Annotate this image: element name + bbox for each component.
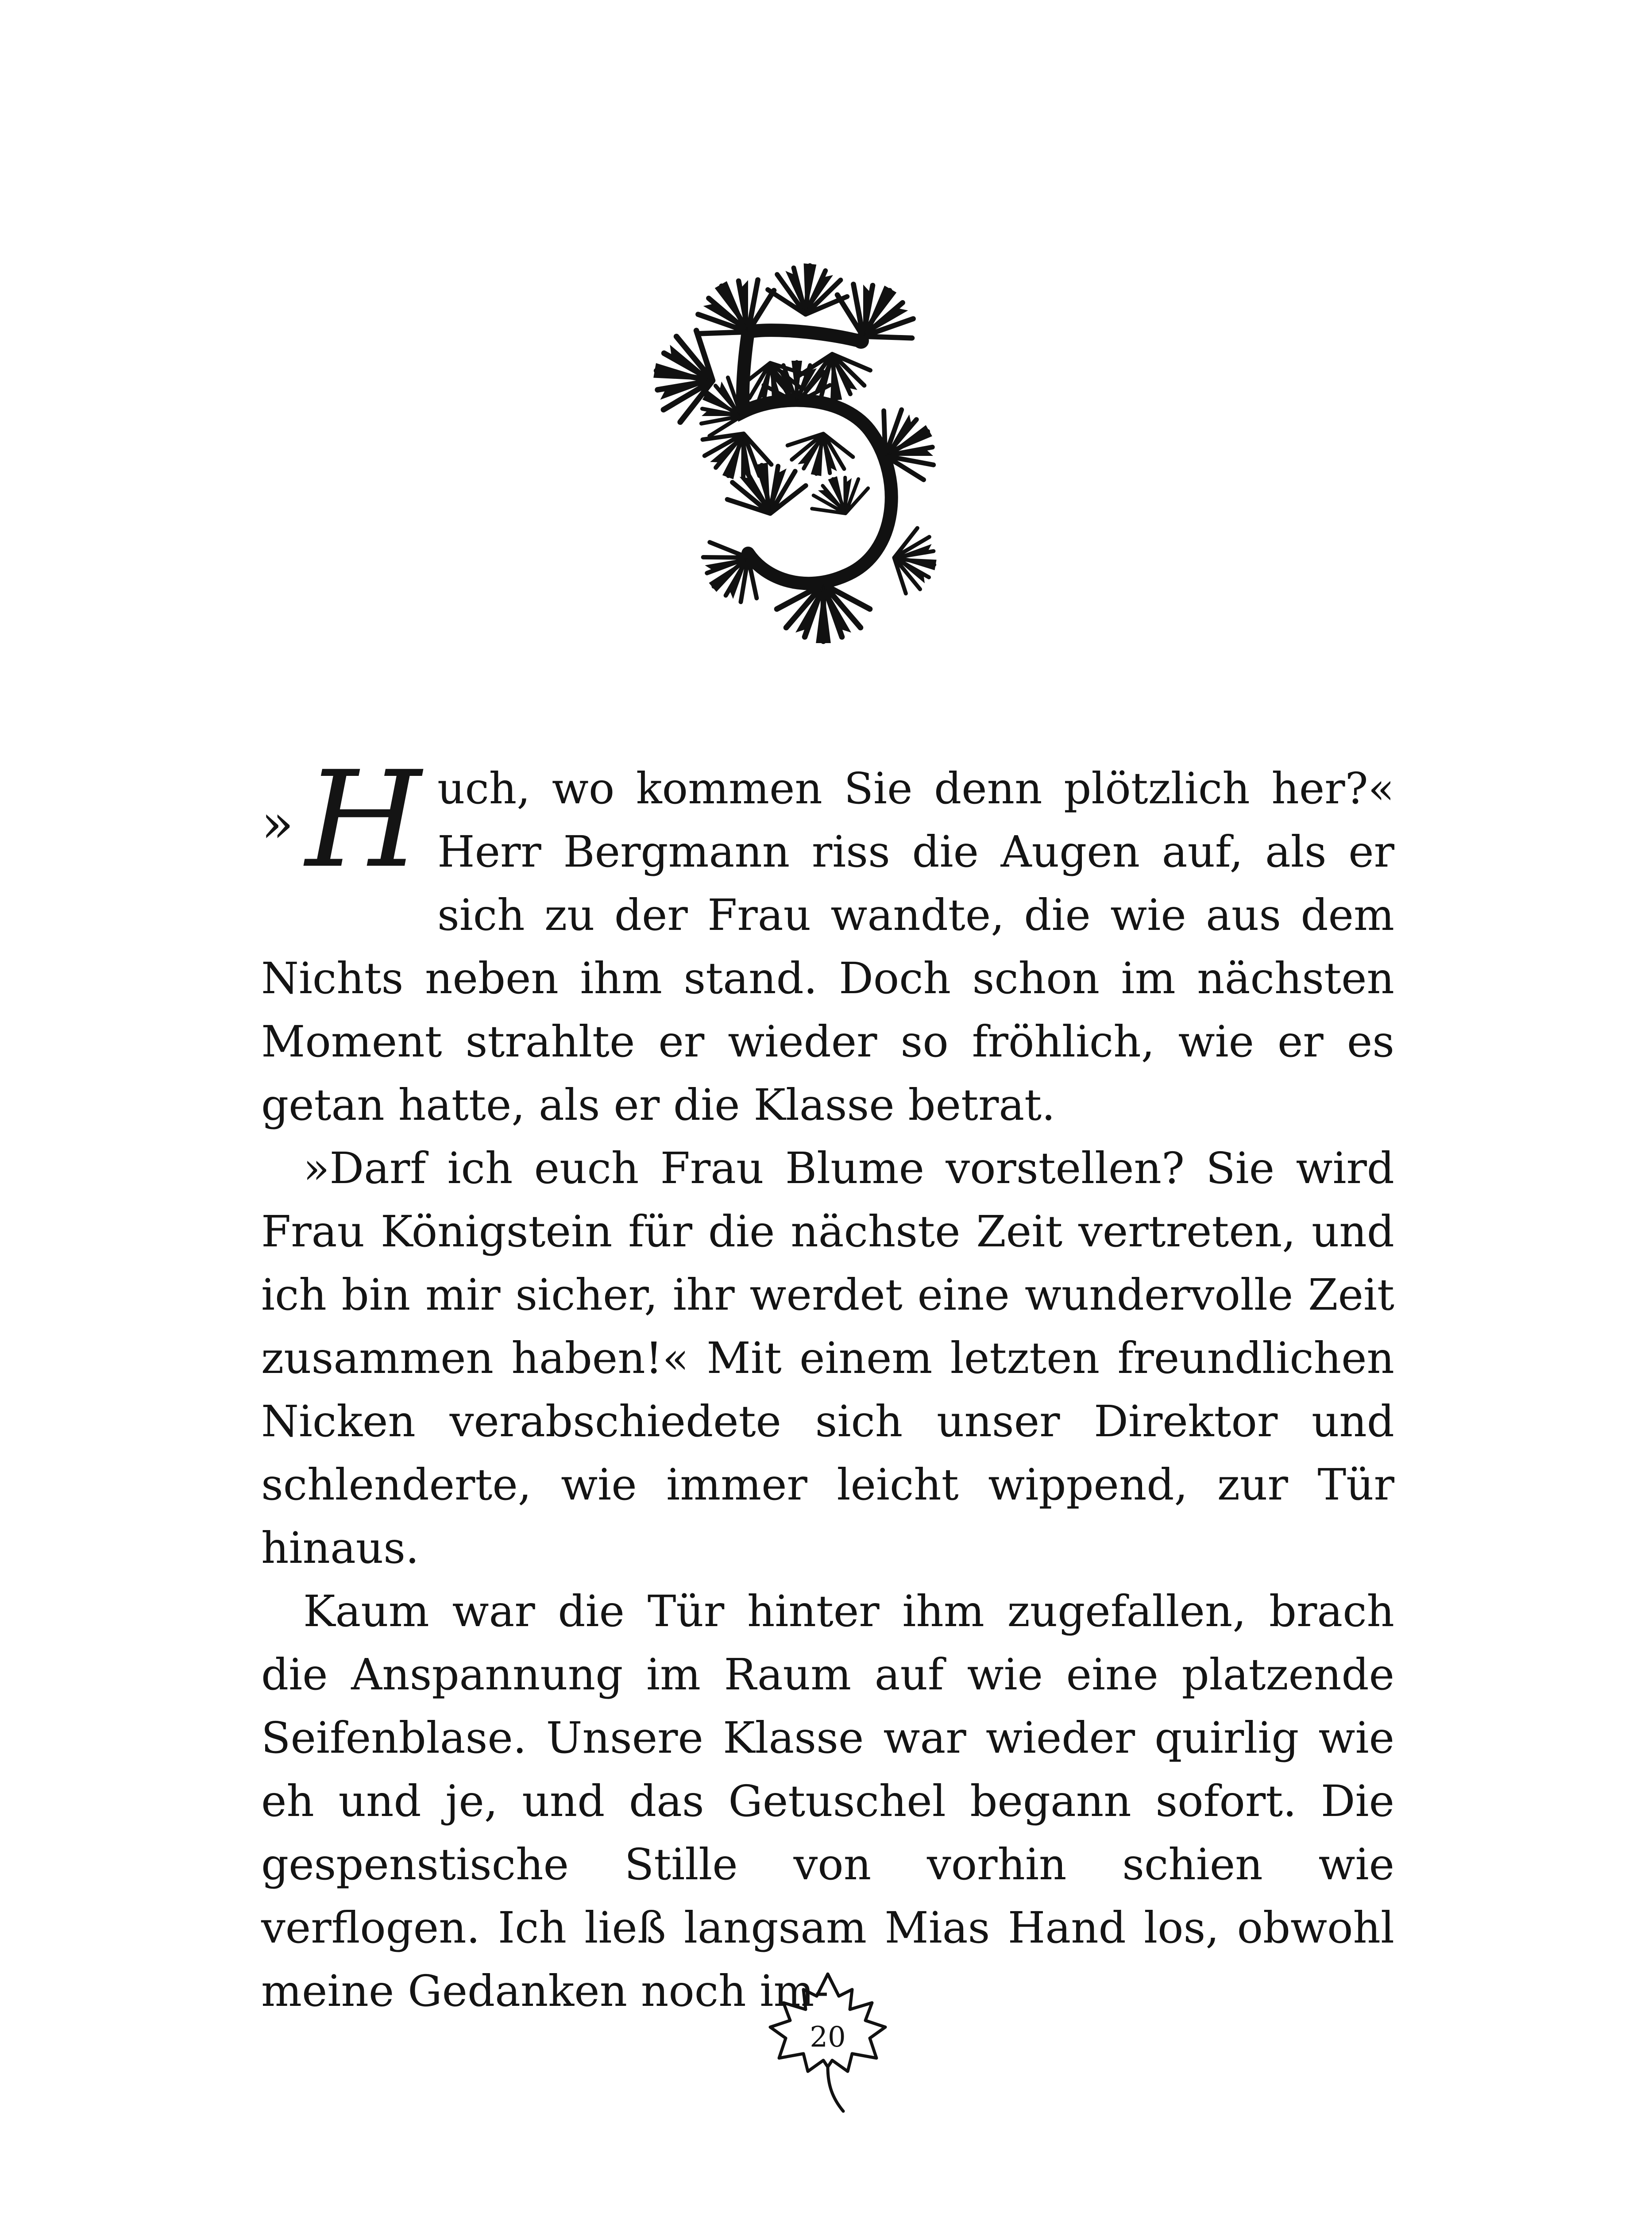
page-number: 20	[810, 2021, 846, 2054]
dropcap	[261, 755, 434, 888]
chapter-number	[637, 248, 974, 682]
body-text	[261, 757, 1394, 2023]
paragraph-2: »Darf ich euch Frau Blume vorstellen? Sie wird Frau Königstein für die nächste Zeit vertreten, und ich bin mir sicher, ihr werdet eine wundervolle Zeit zusammen haben!« Mit einem letzten freundlichen Nicken verabschiedete sich unser Direktor und schlenderte, wie immer leicht wippend, zur Tür hinaus.	[261, 1143, 1394, 1573]
page-number-badge	[761, 1965, 894, 2116]
svg-text:H: H	[305, 755, 421, 888]
paragraph-1	[261, 757, 1394, 1137]
paragraph-3: Kaum war die Tür hinter ihm zugefallen, brach die Anspannung im Raum auf wie eine platzende Seifenblase. Unsere Klasse war wieder quirlig wie eh und je, und das Getuschel begann sofort. Die gespenstische Stille von vorhin schien wie verflogen. Ich ließ langsam Mias Hand los, obwohl meine Gedanken noch im-	[261, 1586, 1394, 2016]
pine-branch-icon	[637, 248, 974, 682]
dropcap-letter	[297, 755, 429, 888]
paragraph-1-text: uch, wo kommen Sie denn plötzlich her?« Herr Bergmann riss die Augen auf, als er sich zu der Frau wandte, die wie aus dem Nichts neben ihm stand. Doch schon im nächsten Moment strahlte er wieder so fröhlich, wie er es getan hatte, als er die Klasse betrat.	[261, 763, 1394, 1130]
dropcap-quote: »	[261, 793, 294, 855]
